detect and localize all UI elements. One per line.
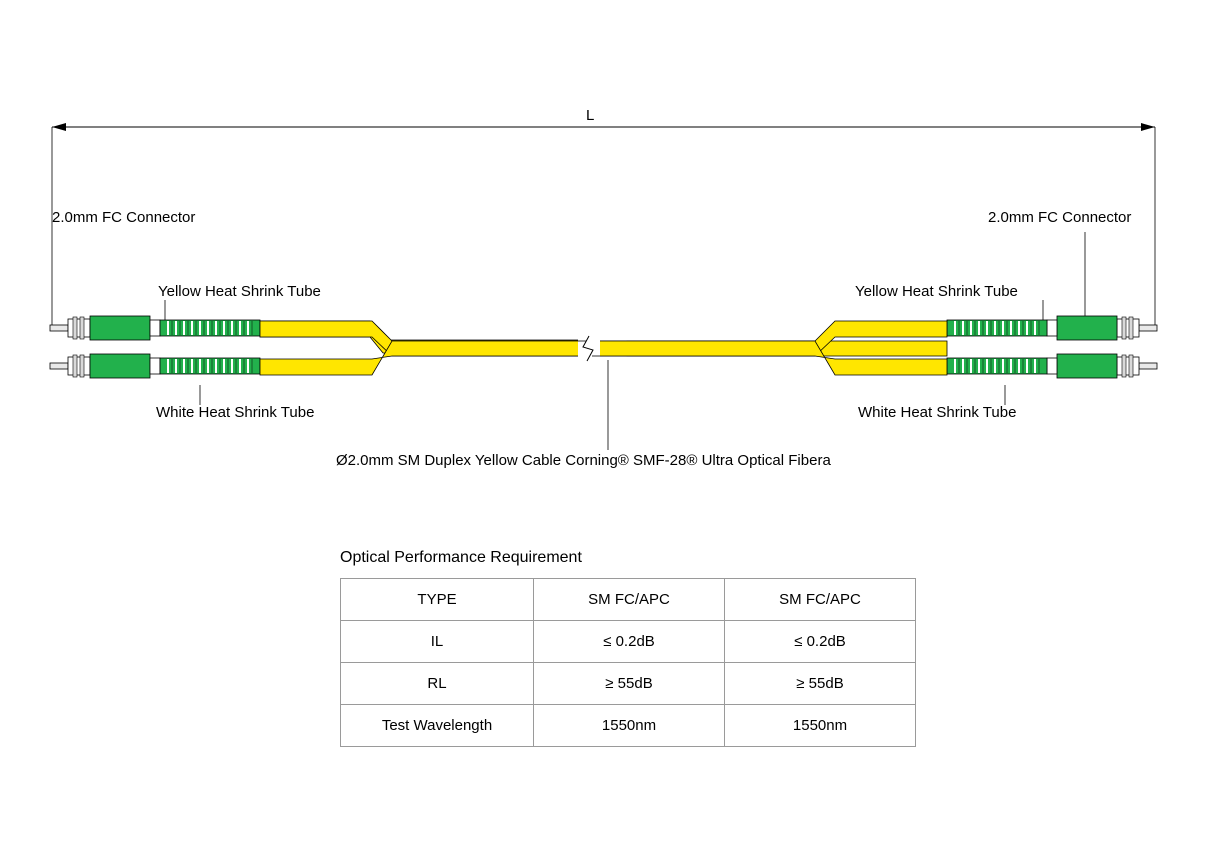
table-cell: ≥ 55dB xyxy=(534,663,725,705)
connector-right-upper xyxy=(947,316,1157,340)
table-cell: RL xyxy=(341,663,534,705)
table-row xyxy=(341,579,916,621)
label-white-tube-right: White Heat Shrink Tube xyxy=(858,404,1017,421)
dimension-label-L: L xyxy=(586,107,595,124)
table-cell: 1550nm xyxy=(534,705,725,747)
table-row xyxy=(341,705,916,747)
optical-performance-table xyxy=(340,578,916,747)
table-cell: SM FC/APC xyxy=(534,579,725,621)
table-row xyxy=(341,663,916,705)
label-cable-spec: Ø2.0mm SM Duplex Yellow Cable Corning® SMF-28® Ultra Optical Fibera xyxy=(336,452,831,469)
table-cell: SM FC/APC xyxy=(725,579,916,621)
label-yellow-tube-right: Yellow Heat Shrink Tube xyxy=(855,283,1018,300)
table-title: Optical Performance Requirement xyxy=(340,549,582,566)
cable-break-symbol xyxy=(578,336,601,361)
table-cell: ≤ 0.2dB xyxy=(725,621,916,663)
table-row xyxy=(341,621,916,663)
label-connector-right: 2.0mm FC Connector xyxy=(988,209,1132,226)
table-cell: ≤ 0.2dB xyxy=(534,621,725,663)
label-connector-left: 2.0mm FC Connector xyxy=(52,209,196,226)
table-cell: TYPE xyxy=(341,579,534,621)
table-cell: Test Wavelength xyxy=(341,705,534,747)
duplex-cable xyxy=(260,321,947,375)
connector-left-upper xyxy=(50,316,260,340)
table-cell: ≥ 55dB xyxy=(725,663,916,705)
label-white-tube-left: White Heat Shrink Tube xyxy=(156,404,315,421)
connector-right-lower xyxy=(947,354,1157,378)
connector-left-lower xyxy=(50,354,260,378)
table-cell: IL xyxy=(341,621,534,663)
label-yellow-tube-left: Yellow Heat Shrink Tube xyxy=(158,283,321,300)
table-cell: 1550nm xyxy=(725,705,916,747)
